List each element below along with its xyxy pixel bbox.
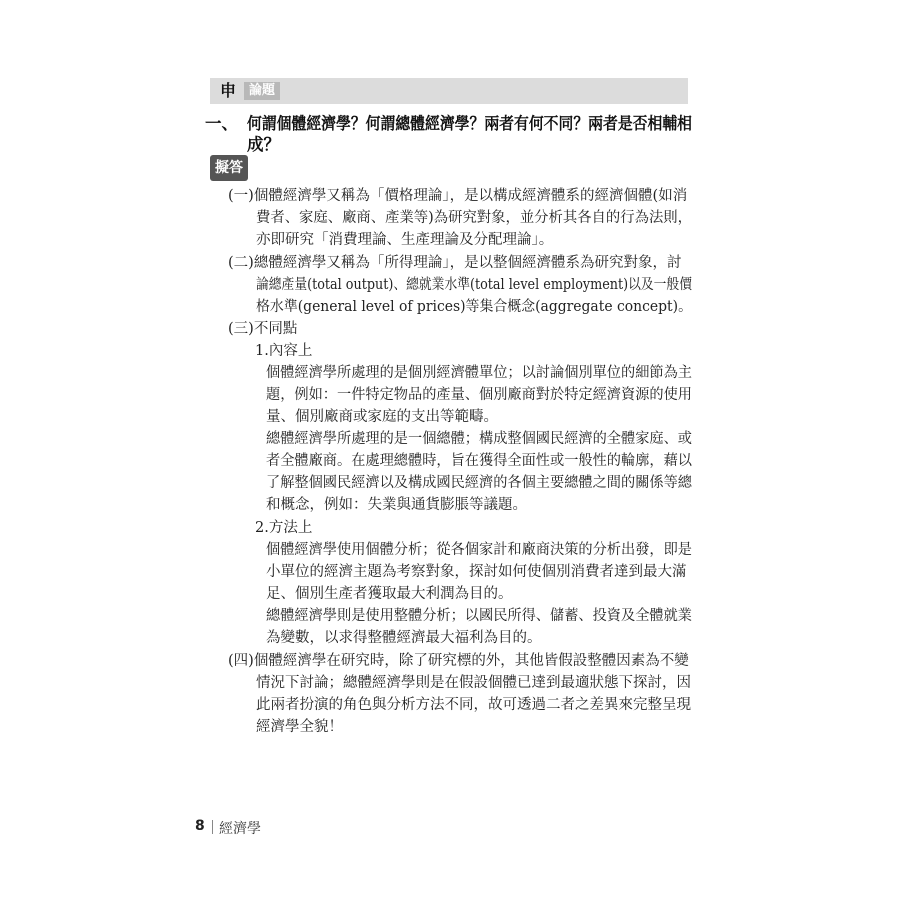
- subheading: 2.方法上: [255, 520, 313, 536]
- answer-line: 總體經濟學則是使用整體分析；以國民所得、儲蓄、投資及全體就業: [266, 608, 692, 624]
- section-tag: 論題: [244, 82, 280, 100]
- answer-badge: 擬答: [210, 155, 248, 181]
- answer-line: 了解整個國民經濟以及構成國民經濟的各個主要總體之間的關係等總: [266, 475, 692, 491]
- book-title: 經濟學: [219, 821, 261, 837]
- answer-line: 此兩者扮演的角色與分析方法不同，故可透過二者之差異來完整呈現: [256, 697, 691, 713]
- answer-line: 為變數，以求得整體經濟最大福利為目的。: [266, 630, 542, 646]
- answer-line: 費者、家庭、廠商、產業等)為研究對象，並分析其各自的行為法則，: [256, 210, 692, 226]
- answer-line: 情況下討論；總體經濟學則是在假設個體已達到最適狀態下探討，因: [256, 675, 691, 691]
- question-text-line-1: 何謂個體經濟學？何謂總體經濟學？兩者有何不同？兩者是否相輔相: [247, 114, 693, 133]
- answer-line: 個體經濟學所處理的是個別經濟體單位；以討論個別單位的細節為主: [266, 365, 692, 381]
- answer-line: 小單位的經濟主題為考察對象，探討如何使個別消費者達到最大滿: [266, 564, 687, 580]
- answer-line: 經濟學全貌！: [256, 719, 343, 735]
- answer-line: 者全體廠商。在處理總體時，旨在獲得全面性或一般性的輪廓，藉以: [266, 453, 692, 469]
- answer-line: (三)不同點: [228, 321, 298, 337]
- answer-line: 和概念，例如：失業與通貨膨脹等議題。: [266, 497, 527, 513]
- answer-line: 格水準(general level of prices)等集合概念(aggregate concept)。: [256, 299, 692, 315]
- section-header-bar: [210, 78, 688, 104]
- answer-line: 總體經濟學所處理的是一個總體；構成整個國民經濟的全體家庭、或: [266, 431, 692, 447]
- question-number: 一、: [205, 114, 238, 133]
- section-mark: 申: [220, 81, 237, 100]
- answer-line: (二)總體經濟學又稱為「所得理論」，是以整個經濟體系為研究對象，討: [228, 255, 682, 271]
- subheading: 1.內容上: [255, 343, 313, 359]
- answer-line: (四)個體經濟學在研究時，除了研究標的外，其他皆假設整體因素為不變: [228, 653, 689, 669]
- answer-line: 個體經濟學使用個體分析；從各個家計和廠商決策的分析出發，即是: [266, 542, 692, 558]
- answer-line: 論總產量(total output)、總就業水準(total level employment)以及一般價: [256, 277, 692, 293]
- answer-line: 足、個別生產者獲取最大利潤為目的。: [266, 586, 513, 602]
- answer-line: 亦即研究「消費理論、生產理論及分配理論」。: [256, 232, 554, 248]
- answer-line: 題，例如：一件特定物品的產量、個別廠商對於特定經濟資源的使用: [266, 387, 692, 403]
- page-number: 8: [195, 818, 205, 834]
- footer-divider: [212, 820, 213, 834]
- question-text-line-2: 成？: [247, 135, 280, 154]
- answer-line: (一)個體經濟學又稱為「價格理論」，是以構成經濟體系的經濟個體(如消: [228, 188, 688, 204]
- answer-line: 量、個別廠商或家庭的支出等範疇。: [266, 409, 498, 425]
